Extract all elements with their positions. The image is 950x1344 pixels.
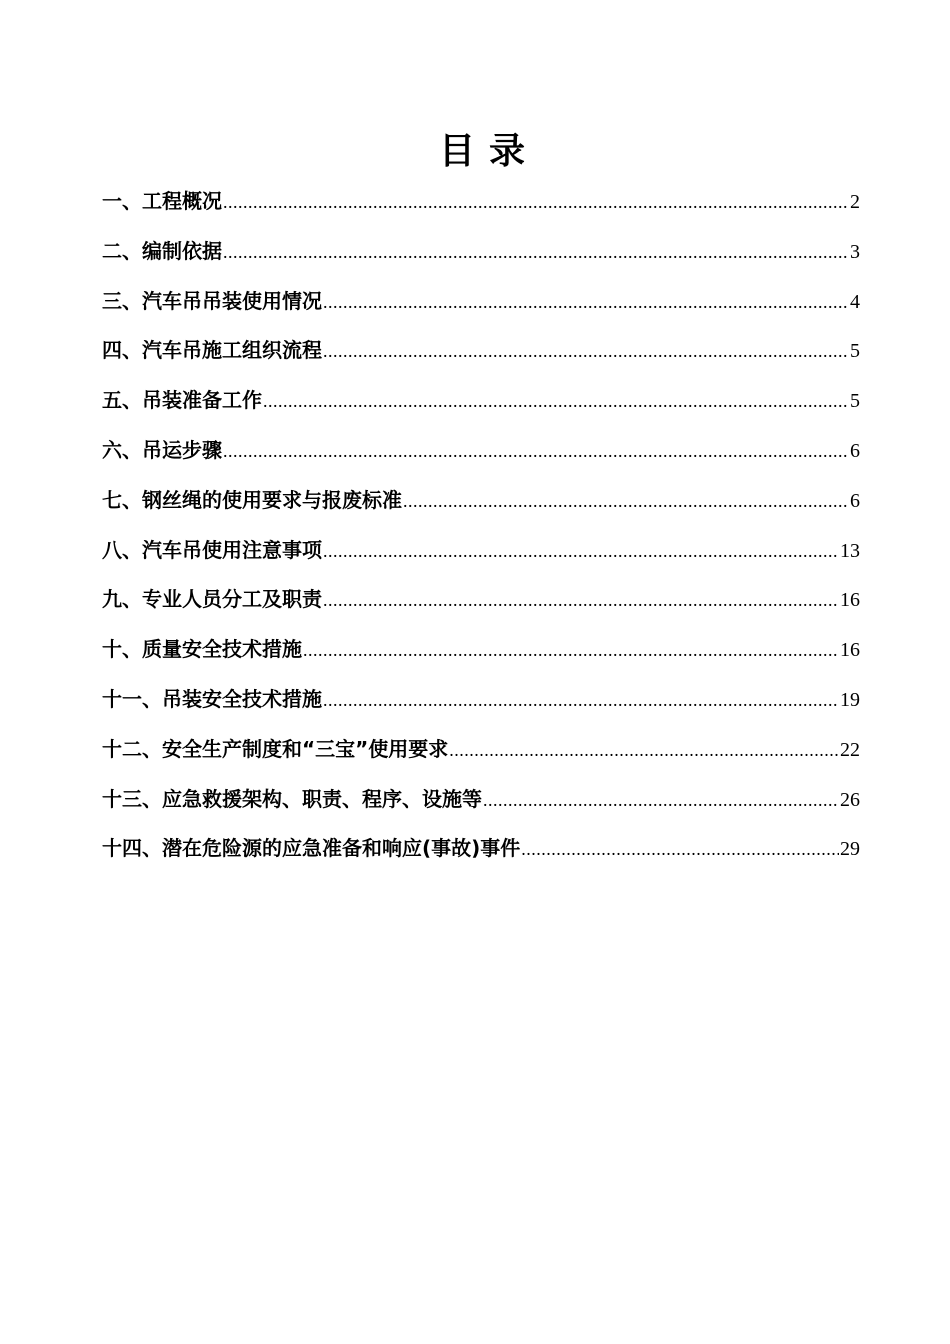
toc-entry-page: 29 bbox=[840, 838, 860, 861]
toc-entry-page: 26 bbox=[840, 788, 860, 811]
toc-entry[interactable] bbox=[102, 827, 860, 877]
toc-entry-label: 十四、潜在危险源的应急准备和响应(事故)事件 bbox=[102, 836, 521, 861]
toc-entry[interactable] bbox=[102, 379, 860, 429]
toc-dot-leader bbox=[449, 729, 839, 771]
toc-entry-label: 十一、吊装安全技术措施 bbox=[102, 686, 322, 711]
toc-dot-leader bbox=[223, 181, 849, 223]
toc-entry[interactable] bbox=[102, 578, 860, 628]
toc-entry-label: 七、钢丝绳的使用要求与报废标准 bbox=[102, 487, 402, 512]
toc-entry-label: 三、汽车吊吊装使用情况 bbox=[102, 288, 322, 313]
toc-dot-leader bbox=[323, 530, 839, 572]
toc-entry-page: 13 bbox=[840, 539, 860, 562]
toc-entry-label: 十三、应急救援架构、职责、程序、设施等 bbox=[102, 786, 482, 811]
toc-dot-leader bbox=[263, 380, 849, 422]
toc-dot-leader bbox=[483, 779, 839, 821]
toc-dot-leader bbox=[323, 579, 839, 621]
toc-list bbox=[102, 180, 860, 877]
toc-entry[interactable] bbox=[102, 529, 860, 579]
toc-entry-page: 4 bbox=[850, 290, 860, 313]
toc-entry[interactable] bbox=[102, 230, 860, 280]
toc-entry-label: 八、汽车吊使用注意事项 bbox=[102, 537, 322, 562]
toc-entry[interactable] bbox=[102, 280, 860, 330]
toc-entry-page: 3 bbox=[850, 240, 860, 263]
toc-entry-label: 五、吊装准备工作 bbox=[102, 388, 262, 413]
toc-title: 目录 bbox=[438, 131, 539, 172]
toc-entry[interactable] bbox=[102, 329, 860, 379]
toc-entry[interactable] bbox=[102, 778, 860, 828]
toc-entry[interactable] bbox=[102, 429, 860, 479]
toc-entry[interactable] bbox=[102, 728, 860, 778]
toc-dot-leader bbox=[223, 430, 849, 472]
toc-entry-label: 六、吊运步骤 bbox=[102, 437, 222, 462]
toc-entry-page: 6 bbox=[850, 489, 860, 512]
toc-entry[interactable] bbox=[102, 479, 860, 529]
toc-entry-page: 22 bbox=[840, 738, 860, 761]
toc-entry-page: 16 bbox=[840, 639, 860, 662]
toc-entry-label: 九、专业人员分工及职责 bbox=[102, 587, 322, 612]
toc-entry-label: 十二、安全生产制度和“三宝”使用要求 bbox=[102, 736, 449, 761]
toc-dot-leader bbox=[303, 629, 839, 671]
toc-entry[interactable] bbox=[102, 678, 860, 728]
toc-dot-leader bbox=[403, 480, 849, 522]
toc-dot-leader bbox=[323, 281, 849, 323]
toc-entry-page: 5 bbox=[850, 340, 860, 363]
toc-dot-leader bbox=[323, 330, 849, 372]
toc-entry-label: 四、汽车吊施工组织流程 bbox=[102, 338, 322, 363]
toc-dot-leader bbox=[521, 828, 839, 870]
toc-dot-leader bbox=[323, 679, 839, 721]
toc-entry-page: 16 bbox=[840, 589, 860, 612]
toc-dot-leader bbox=[223, 231, 849, 273]
toc-entry-label: 十、质量安全技术措施 bbox=[102, 637, 302, 662]
toc-entry-label: 二、编制依据 bbox=[102, 238, 222, 263]
toc-entry-page: 2 bbox=[850, 191, 860, 213]
toc-entry-page: 5 bbox=[850, 390, 860, 413]
toc-entry[interactable] bbox=[102, 628, 860, 678]
toc-entry-page: 19 bbox=[840, 688, 860, 711]
toc-entry-page: 6 bbox=[850, 439, 860, 462]
toc-entry[interactable] bbox=[102, 180, 860, 230]
toc-entry-label: 一、工程概况 bbox=[102, 189, 222, 213]
